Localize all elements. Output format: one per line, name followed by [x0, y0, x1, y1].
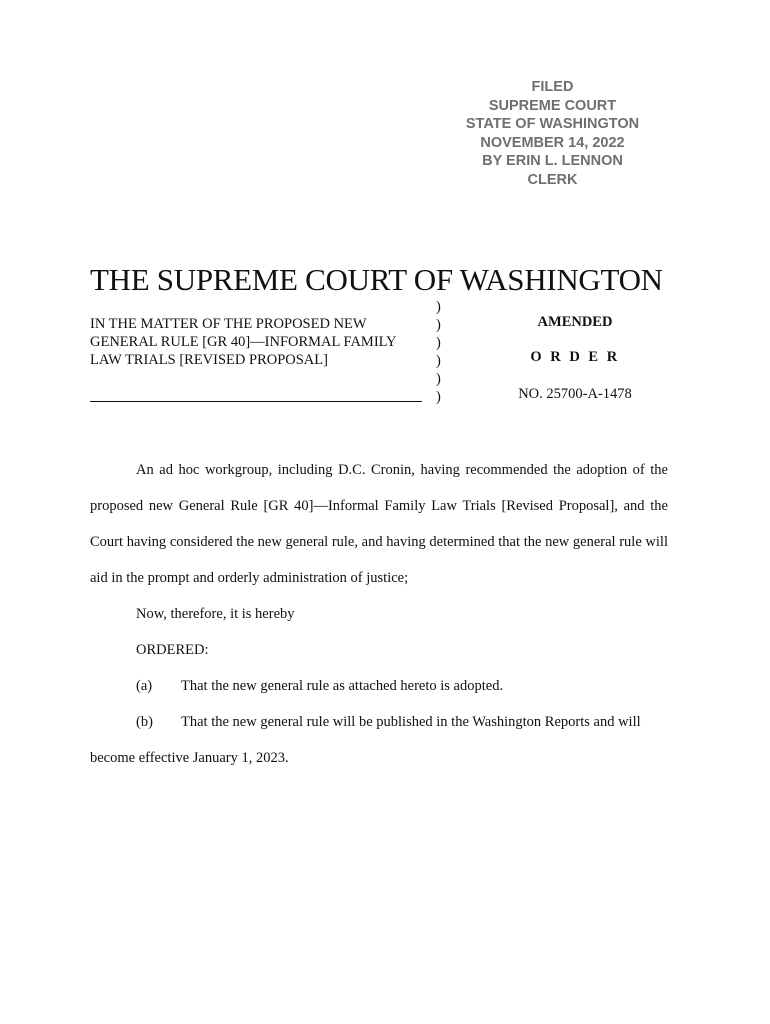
paren: ): [436, 371, 441, 387]
recital-text: An ad hoc workgroup, including D.C. Cronin, having recommended the adoption of the proposed new General Rule [GR 40]—Informal Family Law Trials [Revised Proposal], and the Court having considered the new general rule, and having determined that the new general rule will aid in the prompt and orderly administration of justice;: [90, 462, 668, 586]
caption-underline: [90, 401, 422, 402]
paren: ): [436, 335, 441, 351]
item-label: (b): [136, 714, 153, 730]
paren: ): [436, 299, 441, 315]
case-caption: [90, 315, 425, 369]
stamp-line: FILED: [531, 79, 574, 95]
order-label: O R D E R: [530, 349, 620, 365]
filed-stamp: [440, 78, 665, 189]
item-label: (a): [136, 678, 153, 694]
paren: ): [436, 353, 441, 369]
closing-line: become effective January 1, 2023.: [90, 750, 289, 766]
caption-line: LAW TRIALS [REVISED PROPOSAL]: [90, 352, 328, 368]
court-title: THE SUPREME COURT OF WASHINGTON: [90, 262, 663, 297]
caption-line: GENERAL RULE [GR 40]—INFORMAL FAMILY: [90, 334, 397, 350]
caption-line: IN THE MATTER OF THE PROPOSED NEW: [90, 316, 367, 332]
item-text: That the new general rule as attached hereto is adopted.: [181, 678, 504, 694]
recital-paragraph: [90, 452, 668, 596]
stamp-line: CLERK: [527, 171, 578, 188]
paren: ): [436, 389, 441, 405]
paren: ): [436, 317, 441, 333]
order-body: [90, 452, 668, 776]
stamp-line: STATE OF WASHINGTON: [465, 116, 640, 132]
stamp-date: NOVEMBER 14, 2022: [480, 134, 625, 151]
stamp-line: BY ERIN L. LENNON: [482, 153, 623, 169]
item-text: That the new general rule will be published in the Washington Reports and will: [181, 714, 641, 730]
ordered-heading: ORDERED:: [136, 642, 209, 658]
order-item: [90, 704, 668, 740]
order-number: NO. 25700-A-1478: [518, 386, 632, 402]
now-therefore-line: Now, therefore, it is hereby: [136, 606, 295, 622]
amended-label: AMENDED: [537, 314, 613, 330]
caption-divider-parens: [436, 298, 441, 406]
order-item: [90, 668, 668, 704]
stamp-line: SUPREME COURT: [488, 97, 617, 114]
